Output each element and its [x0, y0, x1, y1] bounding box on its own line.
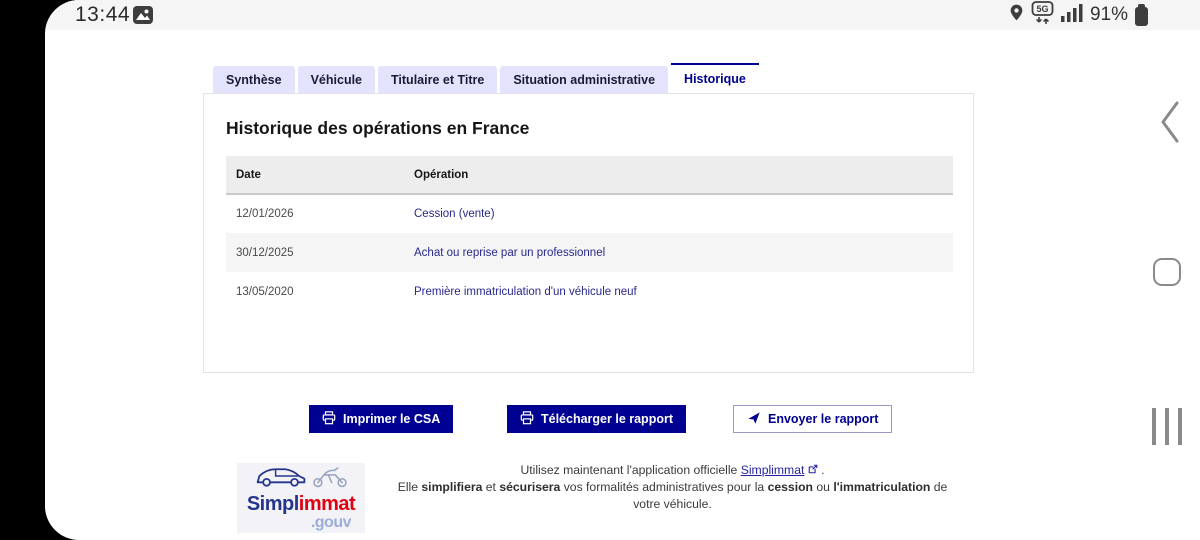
promo-text: ou: [812, 480, 834, 494]
panel-title: Historique des opérations en France: [226, 118, 530, 138]
promo-bold: simplifiera: [421, 480, 483, 494]
status-bar: [45, 0, 1200, 30]
operation-label: Achat ou reprise par un professionnel: [414, 246, 606, 259]
tab-historique[interactable]: Historique: [671, 63, 759, 93]
promo-line1-suffix: .: [821, 463, 825, 477]
table-row: [226, 233, 953, 272]
download-report-label: Télécharger le rapport: [541, 412, 673, 426]
column-header-operation: Opération: [404, 156, 953, 194]
tab-synthese[interactable]: Synthèse: [213, 66, 295, 93]
promo-line1-prefix: Utilisez maintenant l'application officielle: [520, 463, 741, 477]
simplimmat-link[interactable]: Simplimmat: [740, 463, 805, 477]
operation-label: Cession (vente): [414, 208, 495, 220]
tab-situation-administrative[interactable]: Situation administrative: [500, 66, 668, 93]
car-icon: [254, 463, 308, 494]
logo-wordmark: Simplimmat: [246, 493, 356, 515]
operation-date: 12/01/2026: [236, 208, 294, 220]
download-report-button[interactable]: [507, 405, 686, 433]
promo-bold: sécurisera: [499, 480, 561, 494]
operation-date: 13/05/2020: [236, 285, 294, 298]
svg-text:5G: 5G: [1036, 3, 1049, 14]
back-icon[interactable]: [1157, 99, 1183, 150]
print-csa-button[interactable]: [309, 405, 453, 433]
printer-icon: [520, 411, 534, 428]
historique-panel: [203, 93, 974, 373]
tab-titulaire-et-titre[interactable]: Titulaire et Titre: [378, 66, 497, 93]
phone-screen: [45, 0, 1200, 540]
send-icon: [747, 411, 761, 428]
simplimmat-promo-text: [395, 462, 950, 513]
table-row: [226, 272, 953, 311]
table-row: [226, 194, 953, 233]
promo-text: vos formalités administratives pour la: [560, 480, 768, 494]
battery-percent: 91%: [1089, 4, 1128, 25]
screenshot-image-icon: [133, 6, 153, 29]
send-report-label: Envoyer le rapport: [768, 412, 879, 426]
promo-text: de votre véhicule.: [633, 480, 948, 511]
recents-icon[interactable]: [1152, 408, 1182, 445]
network-5g-icon: [1031, 1, 1054, 30]
external-link-icon: [808, 463, 821, 477]
promo-text: et: [482, 480, 500, 494]
promo-text: Elle: [397, 480, 422, 494]
tab-vehicule[interactable]: Véhicule: [298, 66, 375, 93]
simplimmat-logo: [237, 463, 365, 533]
location-icon: [1009, 3, 1024, 27]
logo-domain: .gouv: [310, 514, 351, 531]
home-icon[interactable]: [1153, 258, 1181, 286]
battery-icon: [1135, 7, 1148, 26]
printer-icon: [322, 411, 336, 428]
signal-icon: [1061, 4, 1083, 27]
column-header-date: Date: [226, 156, 404, 194]
operation-label: Première immatriculation d'un véhicule neuf: [414, 285, 637, 298]
promo-bold: l'immatriculation: [833, 480, 931, 494]
operations-table: [226, 156, 953, 311]
table-header-row: [226, 156, 953, 194]
motorcycle-icon: [311, 465, 349, 494]
clock: 13:44: [75, 3, 131, 26]
print-csa-label: Imprimer le CSA: [343, 412, 441, 426]
report-tabs: [213, 63, 759, 93]
promo-bold: cession: [767, 480, 813, 494]
send-report-button[interactable]: [733, 405, 892, 433]
status-icons: [1009, 0, 1148, 30]
operation-date: 30/12/2025: [236, 246, 294, 259]
